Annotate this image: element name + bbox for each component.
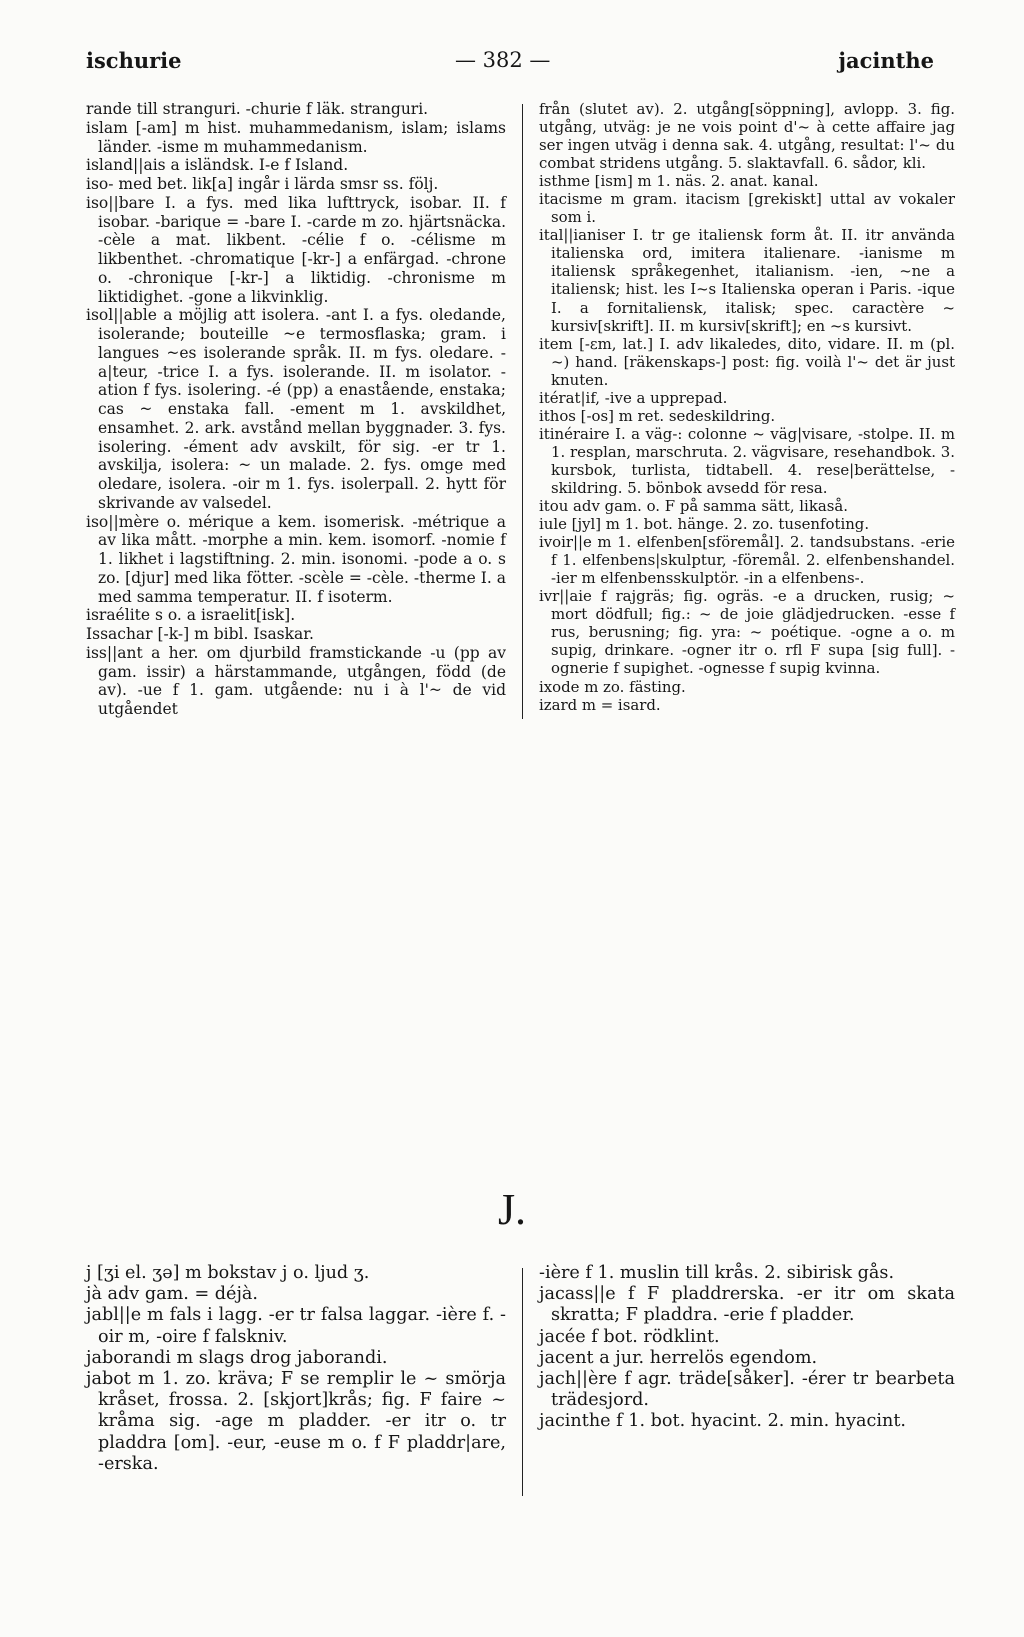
dictionary-entry: iule [jyl] m 1. bot. hänge. 2. zo. tusenfoting. bbox=[539, 515, 870, 534]
top-right-column bbox=[539, 100, 955, 720]
dictionary-entry: j [ʒi el. ʒə] m bokstav j o. ljud ʒ. bbox=[86, 1263, 370, 1283]
dictionary-entry: Issachar [-k-] m bibl. Isaskar. bbox=[86, 625, 314, 643]
dictionary-entry: ixode m zo. fästing. bbox=[539, 677, 686, 696]
dictionary-entry: iss||ant a her. om djurbild framstickande -u (pp av gam. issir) a härstammande, utgången, född (de av). -ue f 1. gam. utgående: nu i à l'~ de vid utgåendet bbox=[86, 643, 506, 718]
dictionary-entry: israélite s o. a israelit[isk]. bbox=[86, 606, 296, 625]
dictionary-entry: iso||mère o. mérique a kem. isomerisk. -métrique a av lika mått. -morphe a min. kem. isomorf. -nomie f 1. likhet i lagstiftning. 2. min. isonomi. -pode a o. s zo. [djur] med lika fötter. -scèle = -cèle. -therme I. a med samma temperatur. II. f isoterm. bbox=[86, 512, 506, 606]
dictionary-entry: ithos [-os] m ret. sedeskildring. bbox=[539, 406, 776, 425]
dictionary-entry: islam [-am] m hist. muhammedanism, islam; islams länder. -isme m muhammedanism. bbox=[86, 118, 506, 156]
top-left-column bbox=[86, 100, 506, 720]
dictionary-entry: item [-εm, lat.] I. adv likaledes, dito, vidare. II. m (pl. ~) hand. [räkenskaps-] post: fig. voilà l'~ det är just knuten. bbox=[539, 334, 955, 389]
dictionary-entry: jacent a jur. herrelös egendom. bbox=[539, 1347, 818, 1368]
dictionary-entry: ivoir||e m 1. elfenben[sföremål]. 2. tandsubstans. -erie f 1. elfenbens|skulptur, -föremål. 2. elfenbenshandel. -ier m elfenbensskulptör. -in a elfenbens-. bbox=[539, 533, 955, 588]
dictionary-entry: jabot m 1. zo. kräva; F se remplir le ~ smörja kråset, frossa. 2. [skjort]krås; fig. F faire ~ kråma sig. -age m pladder. -er itr o. tr pladdra [om]. -eur, -euse m o. f F pladdr|are, -erska. bbox=[86, 1369, 506, 1474]
dictionary-entry: jacinthe f 1. bot. hyacint. 2. min. hyacint. bbox=[539, 1411, 907, 1432]
page-number: — 382 — bbox=[455, 48, 551, 72]
dictionary-entry: jaborandi m slags drog jaborandi. bbox=[86, 1347, 388, 1368]
header-left-guideword: ischurie bbox=[86, 48, 182, 73]
dictionary-entry: itou adv gam. o. F på samma sätt, likaså. bbox=[539, 497, 848, 516]
dictionary-entry: rande till stranguri. -churie f läk. stranguri. bbox=[86, 100, 429, 118]
dictionary-entry: ivr||aie f rajgräs; fig. ogräs. -e a drucken, rusig; ~ mort dödfull; fig.: ~ de joie glädjedrucken. -esse f rus, berusning; fig. yra: ~ poétique. -ogne a o. m supig, drinkare. -ogner itr o. rfl F supa [sig full]. -ognerie f supighet. -ognesse f supig kvinna. bbox=[539, 587, 955, 678]
dictionary-entry: isol||able a möjlig att isolera. -ant I. a fys. oledande, isolerande; bouteille ~e termosflaska; gram. i langues ~es isolerande språk. II. m fys. oledare. -a|teur, -trice I. a fys. isolerande. II. m isolator. -ation f fys. isolering. -é (pp) a enastående, enstaka; cas ~ enstaka fall. -ement m 1. avskildhet, ensamhet. 2. ark. avstånd mellan byggnader. 3. fys. isolering. -ément adv avskilt, för sig. -er tr 1. avskilja, isolera: ~ un malade. 2. fys. omge med oledare, isolera. -oir m 1. fys. isolerpall. 2. hytt för skrivande av valsedel. bbox=[86, 306, 506, 512]
j-right-column bbox=[539, 1263, 955, 1503]
dictionary-entry: itérat|if, -ive a upprepad. bbox=[539, 388, 728, 407]
dictionary-entry: -ière f 1. muslin till krås. 2. sibirisk gås. bbox=[539, 1263, 895, 1283]
column-divider-top bbox=[522, 104, 523, 719]
dictionary-entry: jach||ère f agr. träde[såker]. -érer tr bearbeta trädesjord. bbox=[539, 1369, 955, 1411]
dictionary-entry: iso||bare I. a fys. med lika lufttryck, isobar. II. f isobar. -barique = -bare I. -carde m zo. hjärtsnäcka. -cèle a mat. likbent. -célie f o. -célisme m likbenthet. -chromatique [-kr-] a enfärgad. -chrone o. -chronique [-kr-] a liktidig. -chronisme m liktidighet. -gone a likvinklig. bbox=[86, 193, 506, 306]
dictionary-entry: island||ais a isländsk. I-e f Island. bbox=[86, 156, 349, 175]
dictionary-entry: jà adv gam. = déjà. bbox=[86, 1284, 258, 1305]
dictionary-entry: från (slutet av). 2. utgång[söppning], avlopp. 3. fig. utgång, utväg: je ne vois point d'~ à cette affaire jag ser ingen utväg i denna sak. 4. utgång, resultat: l'~ du combat stridens utgång. 5. slaktavfall. 6. sådor, kli. bbox=[539, 100, 955, 173]
dictionary-entry: izard m = isard. bbox=[539, 695, 661, 714]
dictionary-entry: ital||ianiser I. tr ge italiensk form åt. II. itr använda italienska ord, imitera italienare. -ianisme m italiensk språkegenhet, italianism. -ien, ~ne a italiensk; hist. les I~s Italienska operan i Paris. -ique I. a fornitaliensk, italisk; spec. caractère ~ kursiv[skrift]. II. m kursiv[skrift]; en ~s kursivt. bbox=[539, 226, 955, 335]
dictionary-entry: itacisme m gram. itacism [grekiskt] uttal av vokaler som i. bbox=[539, 190, 955, 227]
dictionary-entry: itinéraire I. a väg-: colonne ~ väg|visare, -stolpe. II. m 1. resplan, marschruta. 2. vägvisare, resehandbok. 3. kursbok, turlista, tidtabell. 4. rese|berättelse, -skildring. 5. bönbok avsedd för resa. bbox=[539, 424, 955, 497]
dictionary-entry: isthme [ism] m 1. näs. 2. anat. kanal. bbox=[539, 172, 819, 191]
j-left-column bbox=[86, 1263, 506, 1503]
dictionary-entry: jacass||e f F pladdrerska. -er itr om skata skratta; F pladdra. -erie f pladder. bbox=[539, 1284, 955, 1326]
column-divider-bottom bbox=[522, 1268, 523, 1496]
dictionary-entry: jabl||e m fals i lagg. -er tr falsa laggar. -ière f. -oir m, -oire f falskniv. bbox=[86, 1305, 506, 1347]
header-right-guideword: jacinthe bbox=[838, 48, 934, 73]
dictionary-entry: iso- med bet. lik[a] ingår i lärda smsr ss. följ. bbox=[86, 175, 439, 193]
dictionary-entry: jacée f bot. rödklint. bbox=[539, 1326, 720, 1347]
section-letter-heading: J. bbox=[497, 1185, 527, 1234]
